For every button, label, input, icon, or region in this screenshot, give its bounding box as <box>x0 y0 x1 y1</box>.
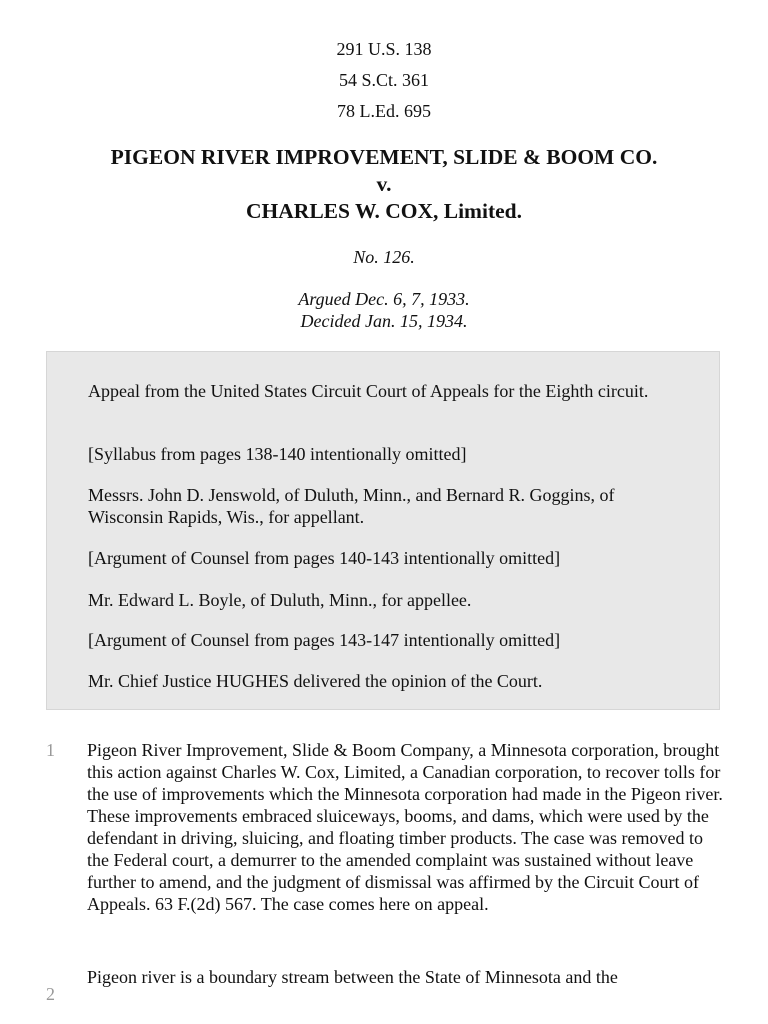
syllabus-appeal-line: Appeal from the United States Circuit Court of Appeals for the Eighth circuit. <box>88 381 649 401</box>
argued-date: Argued Dec. 6, 7, 1933. <box>298 289 470 309</box>
decided-date: Decided Jan. 15, 1934. <box>300 311 468 331</box>
citation-block <box>0 34 768 127</box>
case-title-appellee: CHARLES W. COX, Limited. <box>246 199 522 223</box>
case-dates <box>0 288 768 332</box>
syllabus-omitted-note: [Syllabus from pages 138-140 intentionally omitted] <box>88 444 467 464</box>
case-title-appellant: PIGEON RIVER IMPROVEMENT, SLIDE & BOOM CO. <box>110 145 658 169</box>
case-title <box>0 144 768 225</box>
paragraph-number: 2 <box>46 984 55 1004</box>
case-title-versus: v. <box>376 172 392 196</box>
paragraph-number: 1 <box>46 740 55 760</box>
paragraph-text: Pigeon River Improvement, Slide & Boom Company, a Minnesota corporation, brought this action against Charles W. Cox, Limited, a Canadian corporation, to recover tolls for the use of improvements which the Minnesota corporation had made in the Pigeon river. These improvements embraced sluiceways, booms, and dams, which were used by the defendant in driving, sluicing, and floating timber products. The case was removed to the Federal court, a demurrer to the amended complaint was sustained without leave further to amend, and the judgment of dismissal was affirmed by the Circuit Court of Appeals. 63 F.(2d) 567. The case comes here on appeal. <box>87 740 723 914</box>
paragraph-text: Pigeon river is a boundary stream between the State of Minnesota and the <box>87 967 618 987</box>
syllabus-opinion-author: Mr. Chief Justice HUGHES delivered the opinion of the Court. <box>88 671 543 691</box>
docket-number: No. 126. <box>353 247 415 267</box>
syllabus-appellant-counsel: Messrs. John D. Jenswold, of Duluth, Minn., and Bernard R. Goggins, of Wisconsin Rapids, Wis., for appellant. <box>88 485 615 527</box>
syllabus-box <box>46 351 720 710</box>
syllabus-argument-omitted-1: [Argument of Counsel from pages 140-143 intentionally omitted] <box>88 548 561 568</box>
citation-sct: 54 S.Ct. 361 <box>338 70 430 90</box>
citation-us: 291 U.S. 138 <box>336 39 432 59</box>
syllabus-appellee-counsel: Mr. Edward L. Boyle, of Duluth, Minn., for appellee. <box>88 590 472 610</box>
citation-led: 78 L.Ed. 695 <box>337 101 431 121</box>
syllabus-argument-omitted-2: [Argument of Counsel from pages 143-147 intentionally omitted] <box>88 630 561 650</box>
